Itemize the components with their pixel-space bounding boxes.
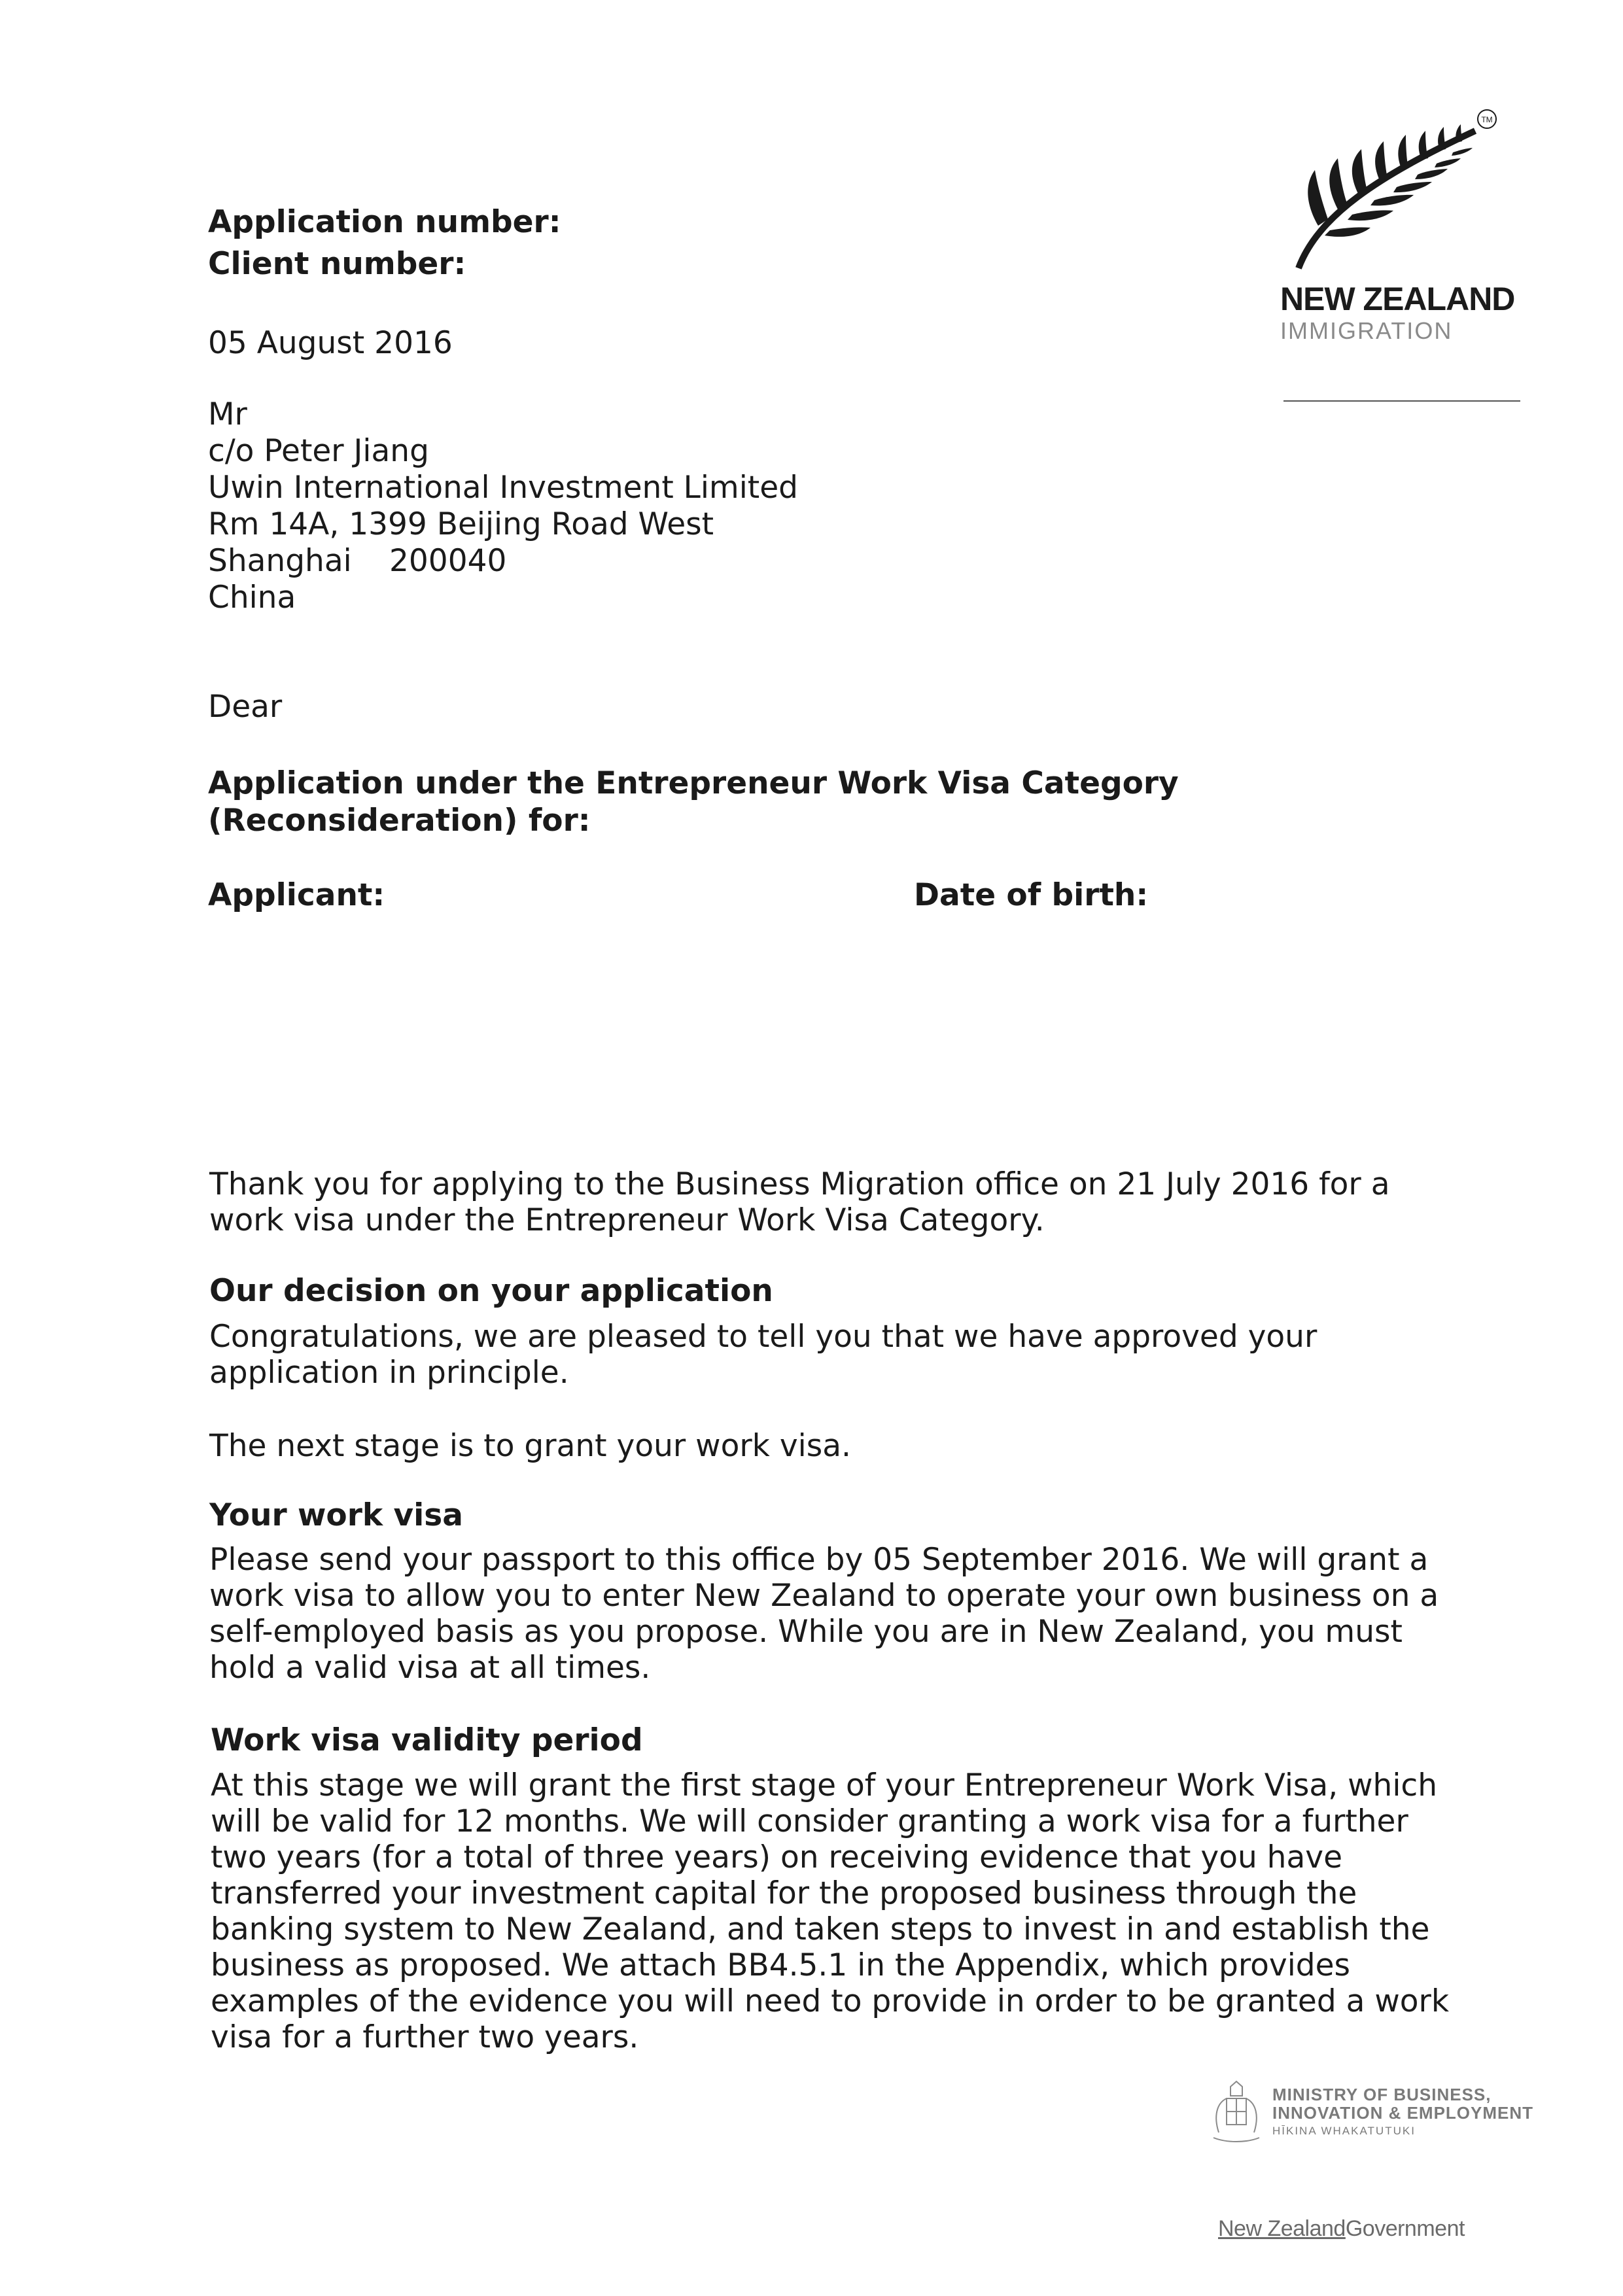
address-city: Shanghai [208,543,352,579]
paragraph-line: work visa under the Entrepreneur Work Visa Category. [209,1202,1045,1238]
paragraph-line: The next stage is to grant your work visa. [209,1428,851,1464]
nz-immigration-logo [1279,105,1527,366]
section-heading-decision: Our decision on your application [209,1273,773,1309]
address-country: China [208,580,296,616]
paragraph-line: Please send your passport to this office by 05 September 2016. We will grant a [209,1542,1429,1578]
paragraph-line: application in principle. [209,1355,569,1391]
letter-date: 05 August 2016 [208,325,453,361]
trademark-symbol: TM [1481,115,1493,124]
mbie-line-2: INNOVATION & EMPLOYMENT [1272,2103,1534,2123]
date-of-birth-label: Date of birth: [914,877,1149,913]
intro-paragraph [209,1166,1390,1238]
paragraph-line: visa for a further two years. [211,2019,639,2055]
logo-immigration: IMMIGRATION [1280,317,1453,344]
paragraph-line: examples of the evidence you will need to provide in order to be granted a work [211,1983,1450,2019]
applicant-label: Applicant: [208,877,385,913]
paragraph-line: At this stage we will grant the first stage of your Entrepreneur Work Visa, which [211,1767,1438,1803]
paragraph-line: will be valid for 12 months. We will consider granting a work visa for a further [211,1803,1408,1839]
address-line: Rm 14A, 1399 Beijing Road West [208,506,714,542]
paragraph-line: banking system to New Zealand, and taken steps to invest in and establish the [211,1911,1430,1947]
client-number-label: Client number: [208,246,466,282]
gov-part-2: Government [1345,2216,1465,2241]
mbie-logo [1207,2080,1599,2152]
paragraph-line: two years (for a total of three years) on receiving evidence that you have [211,1839,1343,1875]
application-number-label: Application number: [208,204,561,240]
address-line: Mr [208,396,247,432]
paragraph-line: work visa to allow you to enter New Zealand to operate your own business on a [209,1578,1439,1614]
paragraph-line: hold a valid visa at all times. [209,1650,651,1686]
logo-new-zealand: NEW ZEALAND [1280,281,1515,317]
gov-part-1: New Zealand [1218,2216,1346,2241]
paragraph-line: business as proposed. We attach BB4.5.1 in the Appendix, which provides [211,1947,1351,1983]
paragraph-line: transferred your investment capital for the proposed business through the [211,1875,1357,1911]
paragraph-line: Congratulations, we are pleased to tell you that we have approved your [209,1319,1318,1355]
next-stage-paragraph [209,1428,851,1464]
subject-line-1: Application under the Entrepreneur Work Visa Category [208,765,1179,801]
address-line: c/o Peter Jiang [208,433,429,469]
address-line: Uwin International Investment Limited [208,470,798,506]
coat-of-arms-icon [1207,2080,1266,2146]
mbie-text [1272,2085,1533,2140]
nz-government-wordmark [1218,2216,1465,2242]
mbie-line-3: HĪKINA WHAKATUTUKI [1272,2125,1416,2137]
subject-line-2: (Reconsideration) for: [208,803,591,839]
silver-fern-icon [1279,105,1501,275]
paragraph-line: Thank you for applying to the Business Migration office on 21 July 2016 for a [209,1166,1390,1202]
validity-paragraph [211,1767,1449,2055]
logo-divider [1283,400,1520,402]
mbie-line-1: MINISTRY OF BUSINESS, [1272,2085,1492,2104]
address-postcode: 200040 [389,543,507,579]
decision-paragraph [209,1319,1317,1391]
section-heading-validity: Work visa validity period [211,1722,643,1758]
paragraph-line: self-employed basis as you propose. While you are in New Zealand, you must [209,1614,1403,1650]
section-heading-work-visa: Your work visa [209,1497,463,1533]
work-visa-paragraph [209,1542,1439,1686]
salutation: Dear [208,689,283,725]
